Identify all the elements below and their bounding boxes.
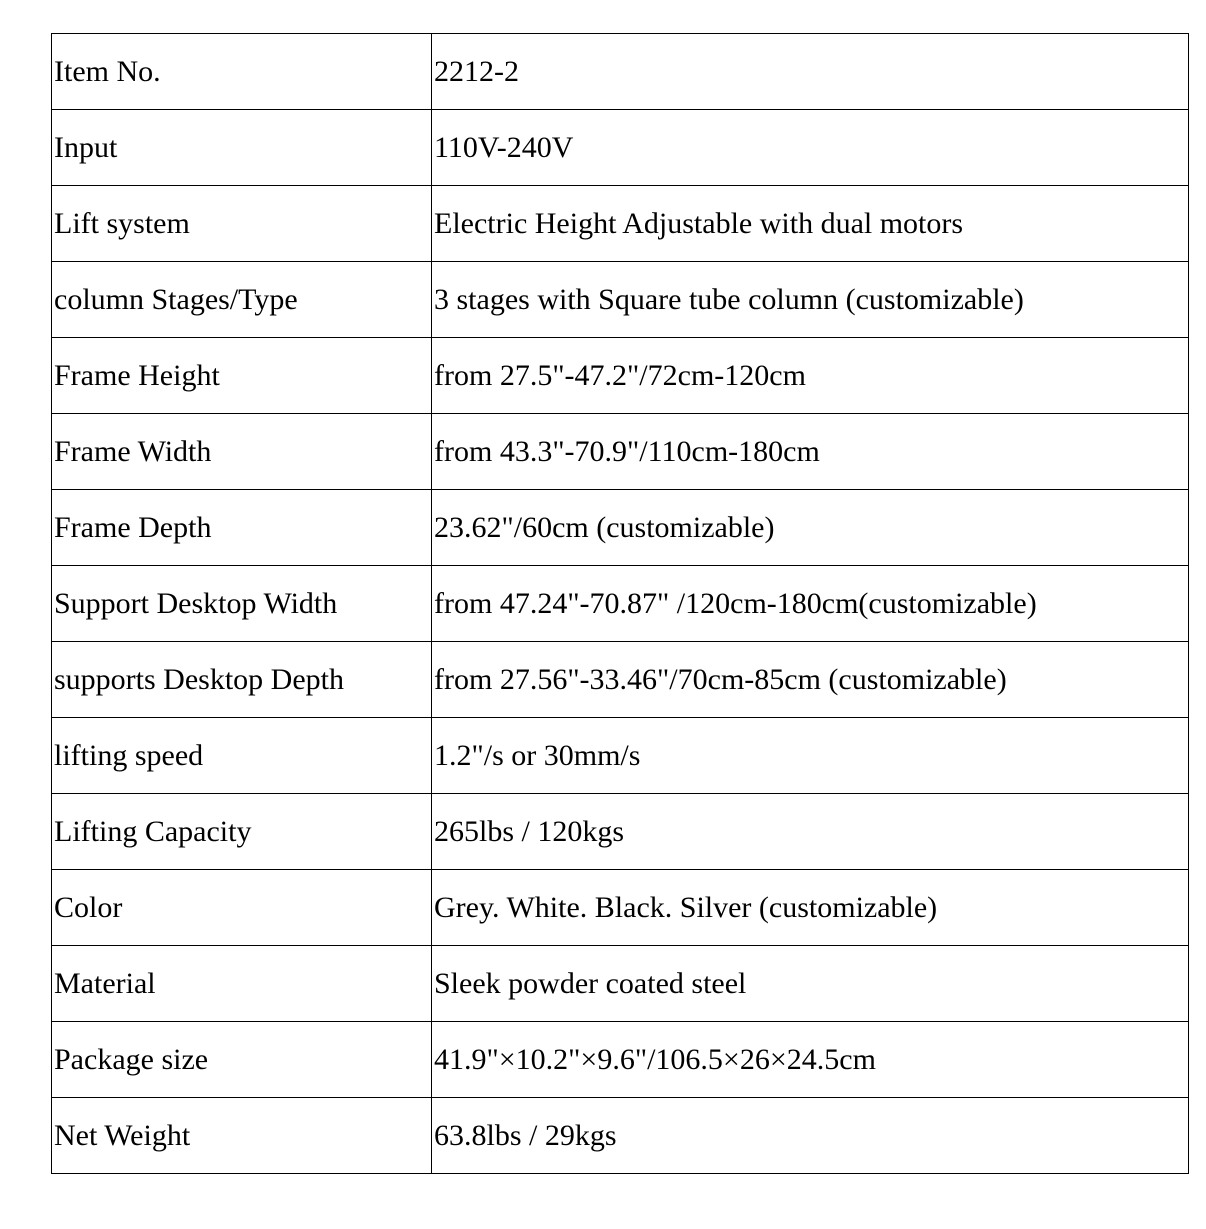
spec-label: Input	[52, 110, 432, 186]
table-row	[52, 490, 1189, 566]
table-row	[52, 34, 1189, 110]
spec-label: Item No.	[52, 34, 432, 110]
spec-value: from 27.5"-47.2"/72cm-120cm	[432, 338, 1189, 414]
spec-table	[51, 33, 1189, 1174]
spec-label: Color	[52, 870, 432, 946]
table-row	[52, 642, 1189, 718]
spec-label: Package size	[52, 1022, 432, 1098]
spec-label: supports Desktop Depth	[52, 642, 432, 718]
spec-value: 1.2"/s or 30mm/s	[432, 718, 1189, 794]
spec-label: Frame Width	[52, 414, 432, 490]
table-row	[52, 414, 1189, 490]
table-row	[52, 186, 1189, 262]
spec-value: from 43.3"-70.9"/110cm-180cm	[432, 414, 1189, 490]
spec-value: 41.9"×10.2"×9.6"/106.5×26×24.5cm	[432, 1022, 1189, 1098]
spec-label: Lift system	[52, 186, 432, 262]
spec-value: 265lbs / 120kgs	[432, 794, 1189, 870]
spec-value: Electric Height Adjustable with dual motors	[432, 186, 1189, 262]
spec-label: Material	[52, 946, 432, 1022]
spec-label: Frame Height	[52, 338, 432, 414]
table-row	[52, 262, 1189, 338]
spec-label: Net Weight	[52, 1098, 432, 1174]
table-row	[52, 338, 1189, 414]
table-row	[52, 946, 1189, 1022]
spec-value: Grey. White. Black. Silver (customizable)	[432, 870, 1189, 946]
table-row	[52, 794, 1189, 870]
table-row	[52, 566, 1189, 642]
spec-value: from 27.56"-33.46"/70cm-85cm (customizable)	[432, 642, 1189, 718]
spec-value: from 47.24"-70.87" /120cm-180cm(customizable)	[432, 566, 1189, 642]
spec-label: column Stages/Type	[52, 262, 432, 338]
spec-value: 3 stages with Square tube column (customizable)	[432, 262, 1189, 338]
spec-value: 2212-2	[432, 34, 1189, 110]
table-row	[52, 1098, 1189, 1174]
spec-value: 23.62"/60cm (customizable)	[432, 490, 1189, 566]
table-row	[52, 718, 1189, 794]
table-row	[52, 110, 1189, 186]
spec-label: Frame Depth	[52, 490, 432, 566]
spec-label: lifting speed	[52, 718, 432, 794]
spec-label: Support Desktop Width	[52, 566, 432, 642]
table-row	[52, 1022, 1189, 1098]
spec-value: 63.8lbs / 29kgs	[432, 1098, 1189, 1174]
table-row	[52, 870, 1189, 946]
spec-value: 110V-240V	[432, 110, 1189, 186]
spec-value: Sleek powder coated steel	[432, 946, 1189, 1022]
spec-label: Lifting Capacity	[52, 794, 432, 870]
